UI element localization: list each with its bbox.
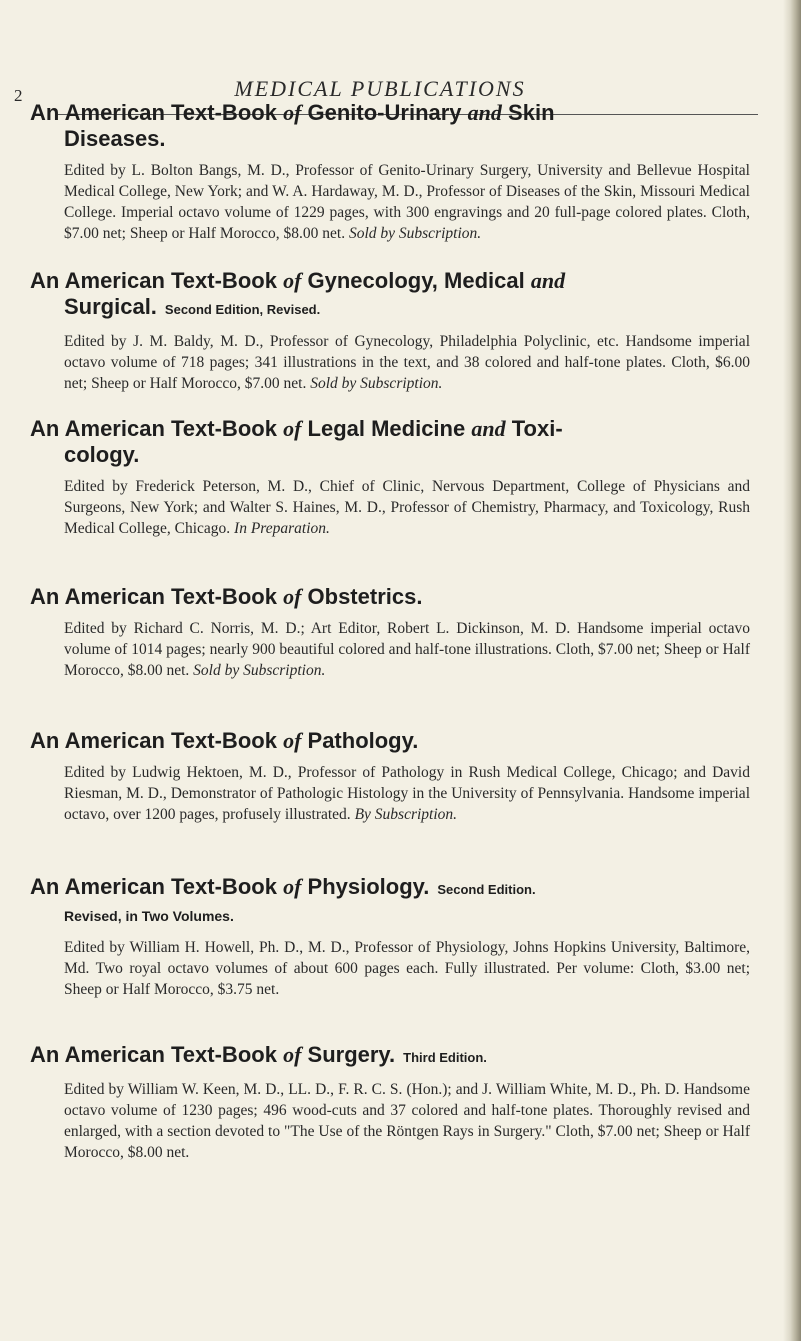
title-of: of: [283, 100, 302, 125]
title-of: of: [283, 1042, 302, 1067]
entry-title: [30, 1042, 750, 1071]
entry-availability: In Preparation.: [234, 520, 330, 537]
title-prefix: An American Text-Book: [30, 268, 277, 293]
title-and: and: [471, 416, 506, 441]
title-of: of: [283, 416, 302, 441]
edition-note: Third Edition.: [403, 1050, 487, 1065]
title-prefix: An American Text-Book: [30, 100, 277, 125]
entry-availability: Sold by Subscription.: [348, 225, 482, 242]
entry-description: Edited by William H. Howell, Ph. D., M. D., Professor of Physiology, Johns Hopkins University, Baltimore, Md. Two royal octavo volumes of about 600 pages each. Fully illustrated. Per volume: Cloth, $3.00 net; Sheep or Half Morocco, $3.75 net.: [64, 939, 750, 998]
entry-title: [30, 584, 750, 610]
entry-title: [30, 268, 750, 323]
title-prefix: An American Text-Book: [30, 728, 277, 753]
title-prefix: An American Text-Book: [30, 416, 277, 441]
entry-body: [30, 331, 750, 394]
entry-body: [30, 937, 750, 1000]
title-continuation: cology.: [64, 442, 140, 467]
entry-description: Edited by William W. Keen, M. D., LL. D., F. R. C. S. (Hon.); and J. William White, M. D., Ph. D. Handsome octavo volume of 1230 pages; 496 wood-cuts and 37 colored and half-tone plates. Thoroughly revised and enlarged, with a section devoted to "The Use of the Röntgen Rays in Surgery." Cloth, $7.00 net; Sheep or Half Morocco, $8.00 net.: [64, 1081, 750, 1161]
title-subject: Obstetrics.: [307, 584, 423, 609]
entry-gynecology: [30, 268, 750, 394]
title-of: of: [283, 268, 302, 293]
entry-description: Edited by J. M. Baldy, M. D., Professor of Gynecology, Philadelphia Polyclinic, etc. Handsome imperial octavo volume of 718 pages; 341 illustrations in the text, and 38 colored and half-tone plates. Cloth, $6.00 net; Sheep or Half Morocco, $7.00 net.: [64, 333, 750, 392]
entry-title: [30, 728, 750, 754]
edition-note: Second Edition, Revised.: [164, 302, 321, 317]
entry-body: [30, 476, 750, 539]
title-subject: Pathology.: [307, 728, 419, 753]
entry-availability: Sold by Subscription.: [193, 662, 326, 679]
entry-body: [30, 1079, 750, 1163]
title-subject: Physiology.: [307, 874, 430, 899]
title-of: of: [283, 584, 302, 609]
title-and: and: [530, 268, 566, 293]
entry-title: [30, 874, 750, 929]
entry-surgery: [30, 1042, 750, 1163]
entry-body: [30, 762, 750, 825]
title-subject: Gynecology, Medical: [307, 268, 525, 293]
title-prefix: An American Text-Book: [30, 1042, 277, 1067]
title-rest: Toxi-: [511, 416, 563, 441]
page-number: 2: [14, 86, 23, 105]
entry-genito-urinary: [30, 100, 750, 244]
entry-body: [30, 618, 750, 681]
title-subject: Surgery.: [307, 1042, 396, 1067]
entry-legal-medicine: [30, 416, 750, 539]
entry-body: [30, 160, 750, 244]
title-and: and: [467, 100, 502, 125]
title-of: of: [283, 874, 302, 899]
running-header: MEDICAL PUBLICATIONS: [234, 76, 526, 101]
entry-description: Edited by L. Bolton Bangs, M. D., Professor of Genito-Urinary Surgery, University and Bellevue Hospital Medical College, New York; and W. A. Hardaway, M. D., Professor of Diseases of the Skin, Missouri Medical College. Imperial octavo volume of 1229 pages, with 300 engravings and 20 full-page colored plates. Cloth, $7.00 net; Sheep or Half Morocco, $8.00 net.: [64, 162, 750, 242]
entry-title: [30, 416, 750, 468]
entry-description: Edited by Ludwig Hektoen, M. D., Professor of Pathology in Rush Medical College, Chicago; and David Riesman, M. D., Demonstrator of Pathologic Histology in the University of Pennsylvania. Handsome imperial octavo, over 1200 pages, profusely illustrated.: [64, 764, 750, 823]
entry-description: Edited by Richard C. Norris, M. D.; Art Editor, Robert L. Dickinson, M. D. Handsome imperial octavo volume of 1014 pages; nearly 900 beautiful colored and half-tone illustrations. Cloth, $7.00 net; Sheep or Half Morocco, $8.00 net.: [64, 620, 750, 679]
entry-obstetrics: [30, 584, 750, 681]
title-continuation: Revised, in Two Volumes.: [64, 908, 234, 924]
title-rest: Skin: [508, 100, 555, 125]
title-continuation: Surgical.: [64, 294, 157, 319]
entry-availability: Sold by Subscription.: [310, 375, 443, 392]
entry-physiology: [30, 874, 750, 1000]
title-subject: Legal Medicine: [307, 416, 466, 441]
entry-description: Edited by Frederick Peterson, M. D., Chief of Clinic, Nervous Department, College of Physicians and Surgeons, New York; and Walter S. Haines, M. D., Professor of Chemistry, Pharmacy, and Toxicology, Rush Medical College, Chicago.: [64, 478, 750, 537]
title-of: of: [283, 728, 302, 753]
title-subject: Genito-Urinary: [307, 100, 462, 125]
entry-title: [30, 100, 750, 152]
title-continuation: Diseases.: [64, 126, 166, 151]
entry-pathology: [30, 728, 750, 825]
page-edge-shadow: [783, 0, 801, 1341]
entry-availability: By Subscription.: [354, 806, 458, 823]
edition-note: Second Edition.: [437, 882, 536, 897]
title-prefix: An American Text-Book: [30, 584, 277, 609]
title-prefix: An American Text-Book: [30, 874, 277, 899]
